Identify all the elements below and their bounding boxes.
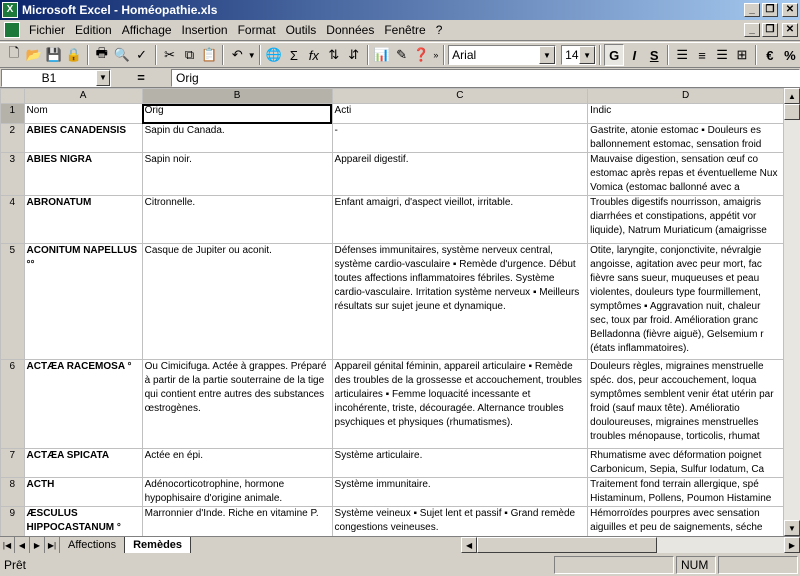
- table-row: [1, 507, 784, 537]
- column-header-a[interactable]: A: [24, 89, 142, 104]
- font-size-value: 14: [565, 48, 579, 62]
- doc-close-button[interactable]: ✕: [782, 23, 798, 37]
- spelling-icon[interactable]: ✓: [136, 47, 148, 62]
- autosum-icon[interactable]: Σ: [289, 47, 298, 63]
- sheet-tab-remedes[interactable]: Remèdes: [125, 537, 191, 553]
- cell-name[interactable]: ACTÆA SPICATA: [24, 449, 142, 478]
- cell-a1[interactable]: Nom: [24, 104, 142, 124]
- row-header[interactable]: 6: [1, 360, 25, 449]
- cell-indication[interactable]: Rhumatisme avec déformation poignet Carbonicum, Sepia, Sulfur Iodatum, Ca: [588, 449, 784, 478]
- cell-origin[interactable]: Sapin du Canada.: [142, 124, 332, 153]
- cell-name[interactable]: ACONITUM NAPELLUS °°: [24, 244, 142, 360]
- sort-descending-icon[interactable]: ⇵: [348, 47, 360, 62]
- cell-origin[interactable]: Actée en épi.: [142, 449, 332, 478]
- italic-button[interactable]: I: [632, 47, 637, 63]
- status-bar: [0, 554, 800, 576]
- cell-reference: B1: [41, 70, 57, 85]
- percent-button[interactable]: %: [784, 47, 796, 63]
- cell-action[interactable]: Système veineux ▪ Sujet lent et passif ▪ Grand remède congestions veineuses.: [332, 507, 588, 537]
- sheet-tab-bar: [0, 536, 800, 553]
- function-icon[interactable]: fx: [308, 47, 319, 63]
- cell-origin[interactable]: Marronnier d'Inde. Riche en vitamine P.: [142, 507, 332, 537]
- toolbar-options-icon[interactable]: »: [433, 50, 439, 60]
- horizontal-scrollbar[interactable]: [461, 537, 800, 553]
- minimize-button[interactable]: _: [744, 3, 760, 17]
- num-lock-indicator: NUM: [676, 556, 716, 574]
- column-header-d[interactable]: D: [588, 89, 784, 104]
- cell-action[interactable]: Appareil génital féminin, appareil articulaire ▪ Remède des troubles de la grossesse et accouchement, troubles articulaires ▪ Femme loquacité incessante et incohérente, triste, découragée. Alternance troubles psychiques et physiques (rhumatismes).: [332, 360, 588, 449]
- cell-indication[interactable]: Troubles digestifs nourrisson, amaigris diarrhées et constipations, appétit vor liquide), Natrum Muriaticum (amaigrisse: [588, 196, 784, 244]
- row-header[interactable]: 1: [1, 104, 25, 124]
- cell-action[interactable]: -: [332, 124, 588, 153]
- cell-indication[interactable]: Hémorroïdes pourpres avec sensation aiguilles et peu de saignements, séche: [588, 507, 784, 537]
- align-center-icon[interactable]: ≡: [698, 47, 706, 63]
- close-button[interactable]: ✕: [782, 3, 798, 17]
- merge-center-icon[interactable]: ⊞: [736, 47, 748, 62]
- chevron-down-icon[interactable]: ▼: [539, 46, 555, 64]
- menu-affichage[interactable]: Affichage: [121, 23, 172, 37]
- toolbar: [0, 42, 800, 68]
- table-row: [1, 449, 784, 478]
- cell-action[interactable]: Enfant amaigri, d'aspect vieillot, irritable.: [332, 196, 588, 244]
- open-folder-icon[interactable]: 📂: [25, 47, 42, 62]
- cell-name[interactable]: ÆSCULUS HIPPOCASTANUM °: [24, 507, 142, 537]
- menu-fichier[interactable]: Fichier: [29, 23, 66, 37]
- cell-action[interactable]: Système articulaire.: [332, 449, 588, 478]
- select-all-corner[interactable]: [1, 89, 25, 104]
- row-header[interactable]: 3: [1, 153, 25, 196]
- chart-wizard-icon[interactable]: 📊: [373, 47, 390, 62]
- doc-restore-button[interactable]: ❐: [762, 23, 778, 37]
- cell-d1[interactable]: Indic: [588, 104, 784, 124]
- save-icon[interactable]: 💾: [45, 47, 62, 62]
- help-icon[interactable]: ❓: [413, 47, 430, 62]
- cell-action[interactable]: Système immunitaire.: [332, 478, 588, 507]
- cell-origin[interactable]: Adénocorticotrophine, hormone hypophisaire d'origine animale.: [142, 478, 332, 507]
- cell-c1[interactable]: Acti: [332, 104, 588, 124]
- status-panel-empty: [554, 556, 674, 574]
- spreadsheet-grid: [0, 88, 784, 536]
- print-preview-icon[interactable]: 🔍: [113, 47, 130, 62]
- cell-action[interactable]: Appareil digestif.: [332, 153, 588, 196]
- table-row: [1, 478, 784, 507]
- column-header-c[interactable]: C: [332, 89, 588, 104]
- doc-minimize-button[interactable]: _: [744, 23, 760, 37]
- cell-origin[interactable]: Casque de Jupiter ou aconit.: [142, 244, 332, 360]
- currency-button[interactable]: €: [766, 47, 774, 63]
- copy-icon[interactable]: ⧉: [184, 47, 195, 62]
- row-header[interactable]: 9: [1, 507, 25, 537]
- scroll-up-icon[interactable]: ▲: [784, 88, 800, 104]
- cell-action[interactable]: Défenses immunitaires, système nerveux central, système cardio-vasculaire ▪ Remède d'urgence. Début toutes affections inflammatoires fébriles. Système cardio-vasculaire. Irritation système nerveux ▪ Meilleurs résultats sur sujet jeune et dynamique.: [332, 244, 588, 360]
- table-row: [1, 124, 784, 153]
- cell-indication[interactable]: Otite, laryngite, conjonctivite, névralgie angoisse, agitation avec peur mort, fac fièvre sans sueur, muqueuses et peau violentes, douleurs type fourmillement, symptômes ▪ Aggravation nuit, chaleur sec, toux par froid. Amélioration granc Belladonna (fièvre aiguë), Gelsemium r (états inflammatoires).: [588, 244, 784, 360]
- cell-name[interactable]: ABRONATUM: [24, 196, 142, 244]
- align-left-icon[interactable]: ☰: [676, 47, 688, 62]
- hyperlink-icon[interactable]: 🌐: [265, 47, 283, 62]
- title-bar: [0, 0, 800, 20]
- font-size-select[interactable]: [561, 45, 596, 65]
- font-name-select[interactable]: [448, 45, 556, 65]
- cell-origin[interactable]: Citronnelle.: [142, 196, 332, 244]
- scroll-right-icon[interactable]: ▶: [784, 537, 800, 553]
- restore-button[interactable]: ❐: [762, 3, 778, 17]
- workbook-icon[interactable]: [4, 22, 20, 38]
- cell-name[interactable]: ACTÆA RACEMOSA °: [24, 360, 142, 449]
- name-box[interactable]: [1, 69, 111, 87]
- status-panel-extra: [718, 556, 798, 574]
- vertical-scrollbar[interactable]: [784, 88, 800, 536]
- row-header[interactable]: 5: [1, 244, 25, 360]
- print-icon[interactable]: 🖶: [95, 45, 108, 60]
- row-header[interactable]: 7: [1, 449, 25, 478]
- cell-indication[interactable]: Douleurs règles, migraines menstruelle spéc. dos, peur accouchement, loqua symptômes semblent venir état utérin par froid (sauf maux tête). Amélioratio douloureuses, migraines menstruelles troubles ménopause, torticolis, rhumat: [588, 360, 784, 449]
- cell-name[interactable]: ACTH: [24, 478, 142, 507]
- cell-indication[interactable]: Mauvaise digestion, sensation œuf co estomac après repas et éventuelleme Nux Vomica (estomac ballonné avec a: [588, 153, 784, 196]
- scroll-down-icon[interactable]: ▼: [784, 520, 800, 536]
- cell-origin[interactable]: Sapin noir.: [142, 153, 332, 196]
- align-right-icon[interactable]: ☰: [716, 47, 728, 62]
- equals-sign: =: [137, 70, 145, 85]
- formula-bar: [0, 68, 800, 88]
- chevron-down-icon[interactable]: ▼: [579, 46, 595, 64]
- excel-icon[interactable]: X: [2, 2, 18, 18]
- cell-b1[interactable]: Orig: [142, 104, 332, 124]
- font-name-value: Arial: [452, 48, 477, 62]
- undo-dropdown-icon[interactable]: ▼: [247, 50, 256, 60]
- menu-insertion[interactable]: Insertion: [181, 23, 228, 37]
- prev-sheet-icon[interactable]: ◀: [15, 537, 30, 553]
- cell-origin[interactable]: Ou Cimicifuga. Actée à grappes. Préparé à partir de la partie souterraine de la tige qui contient entre autres des substances œstrogènes.: [142, 360, 332, 449]
- bold-button[interactable]: G: [604, 44, 624, 66]
- new-document-icon[interactable]: 🗋: [8, 45, 20, 60]
- cell-indication[interactable]: Gastrite, atonie estomac ▪ Douleurs es ballonnement estomac, sensation froid: [588, 124, 784, 153]
- column-header-b[interactable]: B: [142, 89, 332, 104]
- permission-icon[interactable]: 🔒: [65, 47, 82, 62]
- status-text: Prêt: [4, 558, 27, 572]
- chevron-down-icon[interactable]: ▼: [96, 70, 110, 86]
- last-sheet-icon[interactable]: ▶|: [45, 537, 60, 553]
- menu-outils[interactable]: Outils: [285, 23, 317, 37]
- formula-input[interactable]: Orig: [171, 69, 800, 87]
- cell-name[interactable]: ABIES NIGRA: [24, 153, 142, 196]
- paste-icon[interactable]: 📋: [201, 47, 218, 62]
- first-sheet-icon[interactable]: |◀: [0, 537, 15, 553]
- menu-donnees[interactable]: Données: [326, 23, 375, 37]
- table-row: [1, 360, 784, 449]
- menu-bar: [0, 20, 800, 41]
- sheet-tab-affections[interactable]: Affections: [60, 537, 125, 553]
- sort-ascending-icon[interactable]: ⇅: [328, 47, 340, 62]
- cell-name[interactable]: ABIES CANADENSIS: [24, 124, 142, 153]
- menu-edition[interactable]: Edition: [75, 23, 112, 37]
- horizontal-scroll-thumb[interactable]: [477, 537, 657, 553]
- drawing-icon[interactable]: ✎: [396, 47, 408, 62]
- menu-format[interactable]: Format: [237, 23, 276, 37]
- underline-button[interactable]: S: [649, 47, 659, 63]
- table-row: [1, 196, 784, 244]
- row-header[interactable]: 8: [1, 478, 25, 507]
- cell-indication[interactable]: Traitement fond terrain allergique, spé Histaminum, Pollens, Poumon Histamine: [588, 478, 784, 507]
- next-sheet-icon[interactable]: ▶: [30, 537, 45, 553]
- row-header[interactable]: 2: [1, 124, 25, 153]
- cut-icon[interactable]: ✂: [164, 47, 175, 62]
- table-row: [1, 244, 784, 360]
- row-header[interactable]: 4: [1, 196, 25, 244]
- table-row: [1, 153, 784, 196]
- menu-help[interactable]: ?: [435, 23, 443, 37]
- undo-icon[interactable]: ↶: [231, 47, 243, 62]
- window-title: Microsoft Excel - Homéopathie.xls: [22, 3, 218, 17]
- menu-fenetre[interactable]: Fenêtre: [384, 23, 426, 37]
- vertical-scroll-thumb[interactable]: [784, 104, 800, 120]
- scroll-left-icon[interactable]: ◀: [461, 537, 477, 553]
